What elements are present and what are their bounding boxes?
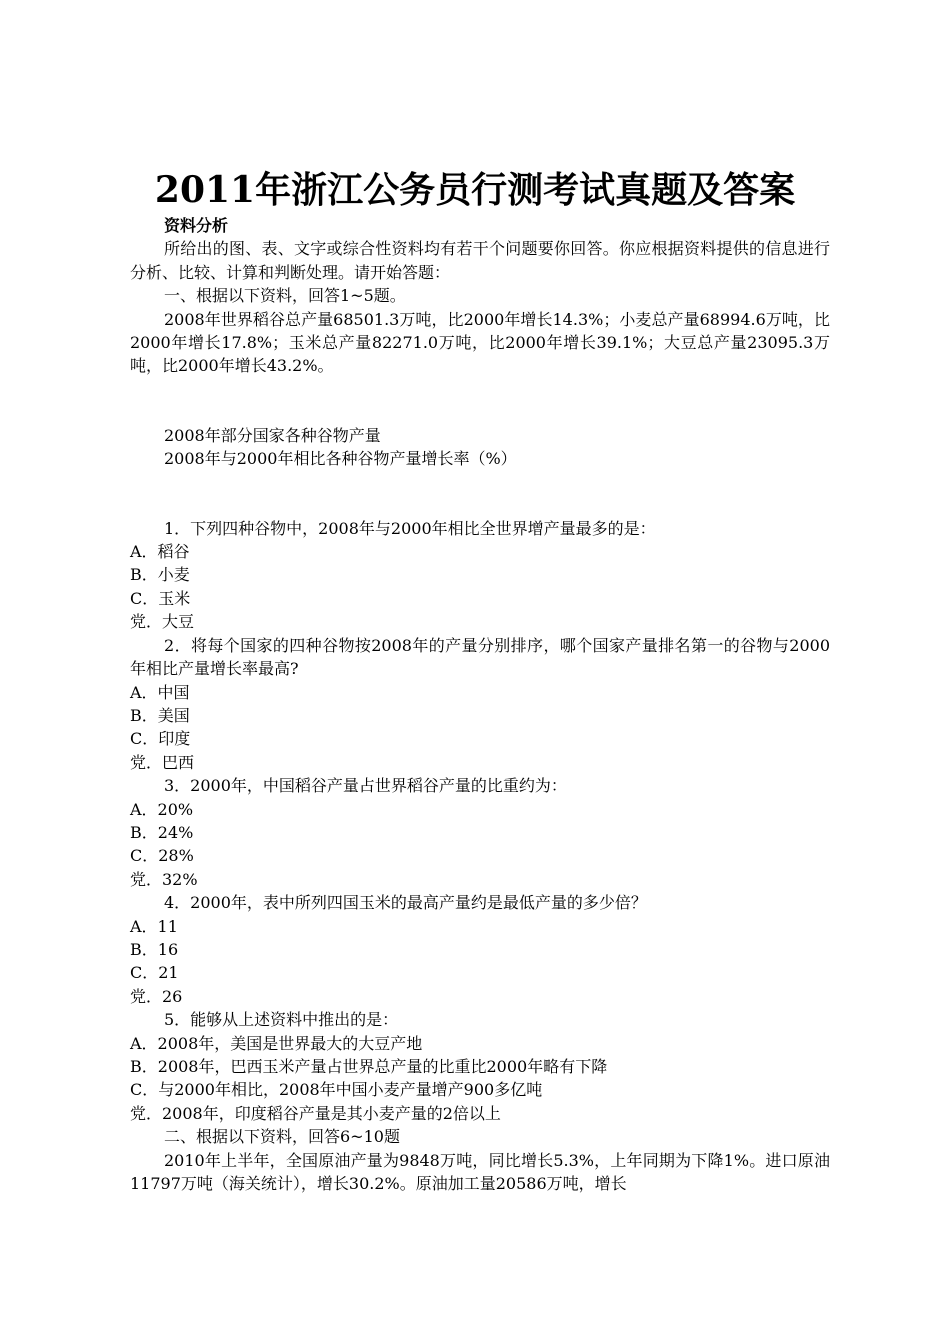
question-2-option-b: B．美国 xyxy=(130,705,190,725)
figure-caption-1: 2008年部分国家各种谷物产量 xyxy=(164,425,381,445)
question-1-option-a: A．稻谷 xyxy=(130,542,190,562)
question-2-option-c: C．印度 xyxy=(130,729,191,749)
question-5-stem: 5．能够从上述资料中推出的是： xyxy=(164,1010,399,1030)
question-3-stem: 3．2000年，中国稻谷产量占世界稻谷产量的比重约为： xyxy=(164,776,567,796)
part1-paragraph: 2008年世界稻谷总产量68501.3万吨，比2000年增长14.3%；小麦总产量68994.6万吨，比2000年增长17.8%；玉米总产量82271.0万吨，比2000年增长39.1%；大豆总产量23095.3万吨，比2000年增长43.2%。 xyxy=(130,309,830,376)
document-body xyxy=(130,214,830,1195)
document-title: 2011年浙江公务员行测考试真题及答案 xyxy=(154,169,796,211)
question-1-option-c: C．玉米 xyxy=(130,588,191,608)
question-2-stem: 2．将每个国家的四种谷物按2008年的产量分别排序，哪个国家产量排名第一的谷物与2000年相比产量增长率最高? xyxy=(130,635,830,679)
part2-heading: 二、根据以下资料，回答6~10题 xyxy=(164,1127,400,1147)
question-4-option-c: C．21 xyxy=(130,963,179,983)
question-1-stem: 1．下列四种谷物中，2008年与2000年相比全世界增产量最多的是： xyxy=(164,518,656,538)
question-1-option-d: 党．大豆 xyxy=(130,612,195,632)
part1-heading: 一、根据以下资料，回答1~5题。 xyxy=(164,286,406,306)
question-4-option-d: 党．26 xyxy=(130,986,183,1006)
blank-space xyxy=(130,378,830,424)
question-4-stem: 4．2000年，表中所列四国玉米的最高产量约是最低产量的多少倍？ xyxy=(164,893,647,913)
question-5-option-b: B．2008年，巴西玉米产量占世界总产量的比重比2000年略有下降 xyxy=(130,1057,608,1076)
question-3-option-c: C．28% xyxy=(130,846,194,866)
blank-space xyxy=(130,471,830,517)
question-4-option-a: A．11 xyxy=(130,916,178,936)
question-5-option-a: A．2008年，美国是世界最大的大豆产地 xyxy=(130,1033,423,1053)
question-4-option-b: B．16 xyxy=(130,939,179,959)
question-5-option-c: C．与2000年相比，2008年中国小麦产量增产900多亿吨 xyxy=(130,1080,543,1100)
question-3-option-b: B．24% xyxy=(130,822,194,842)
figure-caption-2: 2008年与2000年相比各种谷物产量增长率（%） xyxy=(164,449,517,469)
section-label: 资料分析 xyxy=(164,216,229,235)
question-1-option-b: B．小麦 xyxy=(130,565,190,585)
question-3-option-a: A．20% xyxy=(130,799,194,819)
part2-paragraph: 2010年上半年，全国原油产量为9848万吨，同比增长5.3%，上年同期为下降1%。进口原油11797万吨（海关统计），增长30.2%。原油加工量20586万吨，增长 xyxy=(130,1150,830,1194)
question-5-option-d: 党．2008年，印度稻谷产量是其小麦产量的2倍以上 xyxy=(130,1103,501,1123)
intro-paragraph: 所给出的图、表、文字或综合性资料均有若干个问题要你回答。你应根据资料提供的信息进行分析、比较、计算和判断处理。请开始答题： xyxy=(130,239,830,282)
question-2-option-a: A．中国 xyxy=(130,682,190,702)
question-3-option-d: 党．32% xyxy=(130,869,198,889)
question-2-option-d: 党．巴西 xyxy=(130,752,195,772)
